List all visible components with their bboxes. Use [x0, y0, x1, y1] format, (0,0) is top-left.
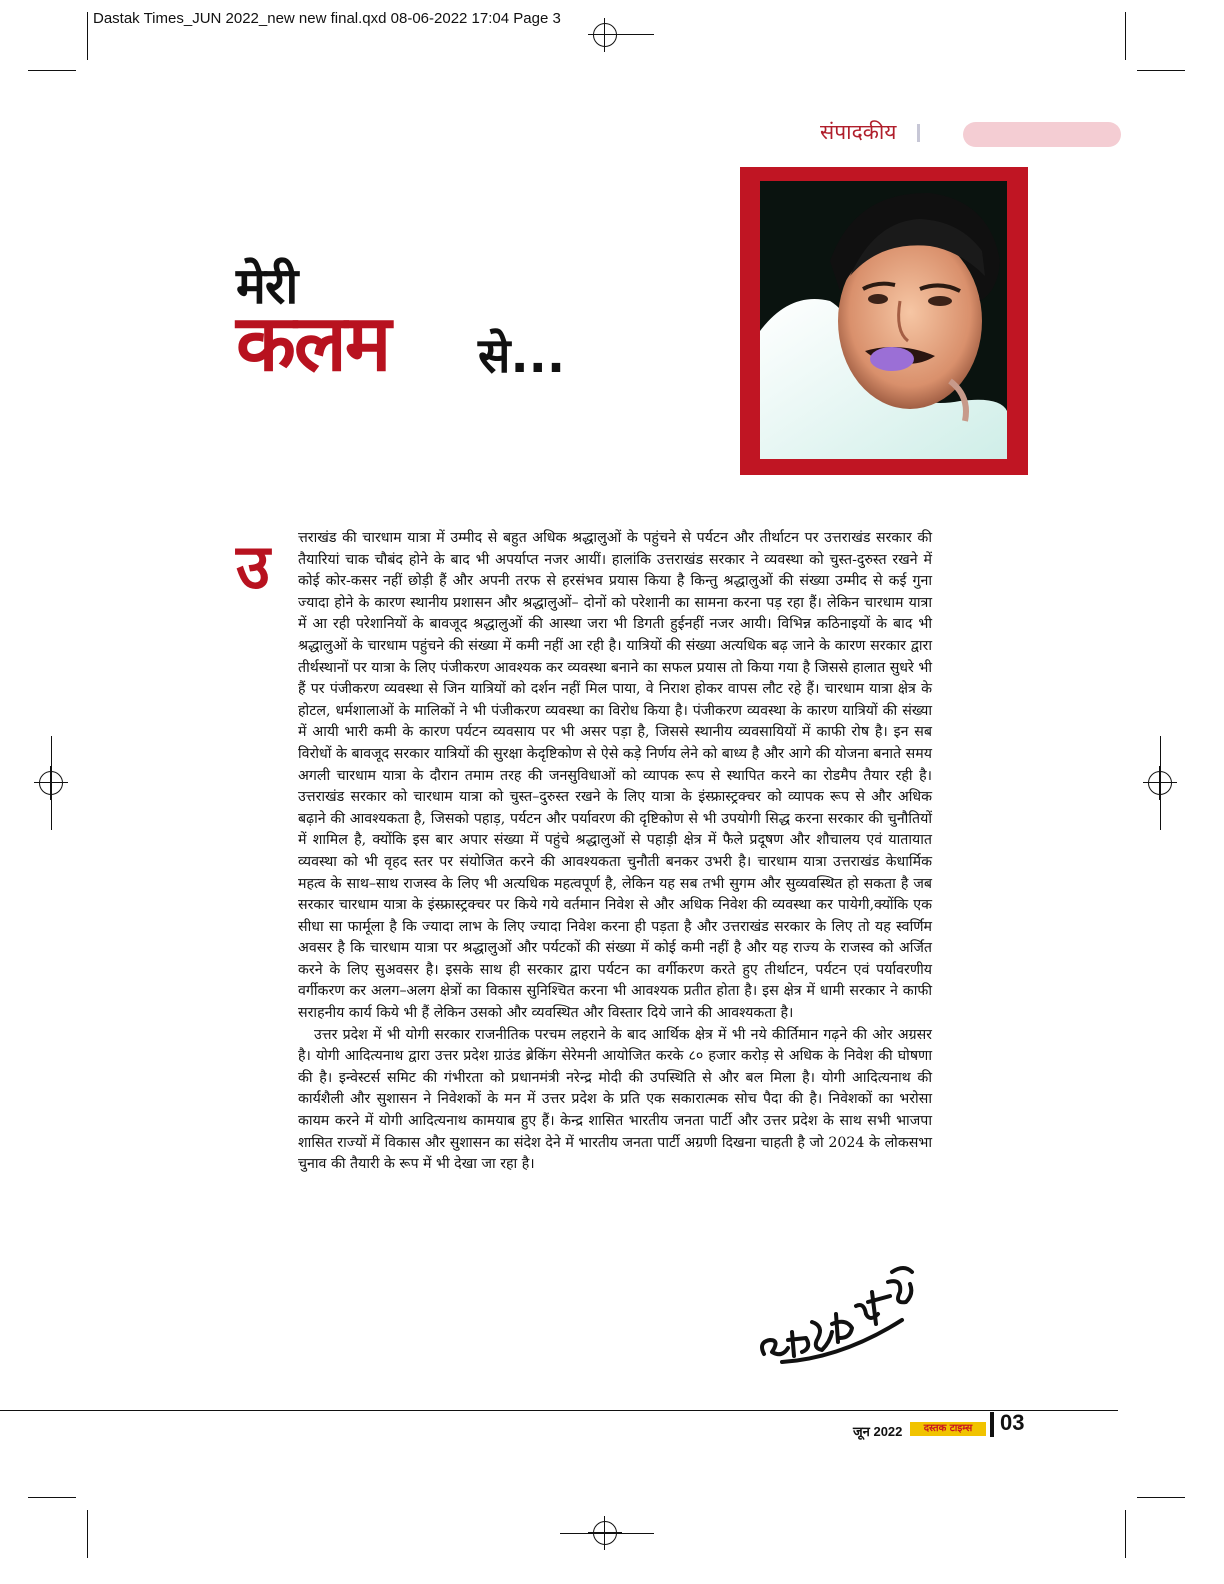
signature-icon [752, 1262, 922, 1372]
footer-date: जून 2022 [853, 1424, 903, 1439]
crop-mark [1137, 70, 1185, 71]
crop-mark [1125, 12, 1126, 60]
section-label: संपादकीय [820, 120, 897, 144]
registration-mark-icon [588, 18, 622, 52]
magazine-logo: दस्तक टाइम्स [910, 1422, 986, 1436]
crop-mark [1125, 1510, 1126, 1558]
title-line-2: कलम [236, 299, 390, 389]
crop-mark [28, 1497, 76, 1498]
article-paragraph: त्तराखंड की चारधाम यात्रा में उम्मीद से बहुत अधिक श्रद्धालुओं के पहुंचने से पर्यटन और तीर्थाटन पर उत्तराखंड सरकार की तैयारियां चाक चौबंद होने के बाद भी अपर्याप्त नजर आयीं। हालांकि उत्तराखंड सरकार ने व्यवस्था को चुस्त-दुरुस्त रखने में कोई कोर-कसर नहीं छोड़ी हैं और अपनी तरफ से हरसंभव प्रयास किया है किन्तु श्रद्धालुओं की संख्या उम्मीद से कई गुना ज्यादा होने के कारण स्थानीय प्रशासन और श्रद्धालुओं– दोनों को परेशानी का सामना करना पड़ रहा हैं। लेकिन चारधाम यात्रा में आ रही परेशानियों के बावजूद श्रद्धालुओं की आस्था जरा भी डिगती हुईनहीं नजर आयी। विभिन्न कठिनाइयों के बाद भी श्रद्धालुओं के चारधाम पहुंचने की संख्या में कमी नहीं आ रही है। यात्रियों की संख्या अत्यधिक बढ़ जाने के कारण सरकार द्वारा तीर्थस्थानों पर यात्रा के लिए पंजीकरण आवश्यक कर व्यवस्था बनाने का सफल प्रयास तो किया गया है जिससे हालात सुधरे भी हैं पर पंजीकरण व्यवस्था से जिन यात्रियों को दर्शन नहीं मिल पाया, वे निराश होकर वापस लौट रहे हैं। चारधाम यात्रा क्षेत्र के होटल, धर्मशालाओं के मालिकों ने भी पंजीकरण व्यवस्था का विरोध किया है। पंजीकरण व्यवस्था के कारण यात्रियों की संख्या में आयी भारी कमी के कारण पर्यटन व्यवसाय पर भी असर पड़ा है, जिससे स्थानीय व्यवसायियों में काफी रोष है। इन सब विरोधों के बावजूद सरकार यात्रियों की सुरक्षा केदृष्टिकोण से ऐसे कड़े निर्णय लेने को बाध्य है और आगे की योजना बनाते समय अगली चारधाम यात्रा के दौरान तमाम तरह की जनसुविधाओं को व्यापक रूप से स्थापित करने का रोडमैप तैयार रही है। उत्तराखंड सरकार को चारधाम यात्रा को चुस्त–दुरुस्त रखने के लिए यात्रा के इंस्फ्रास्ट्रक्चर को व्यापक रूप से और अधिक बढ़ाने की आवश्यकता है, जिसको पहाड़, पर्यटन और पर्यावरण की दृष्टिकोण से भी उपयोगी सिद्ध करना सरकार की चुनौतियों में शामिल है, क्योंकि इस बार अपार संख्या में पहुंचे श्रद्धालुओं से पहाड़ी क्षेत्र में फैले प्रदूषण और शौचालय एवं यातायात व्यवस्था को भी वृहद स्तर पर संयोजित करने की आवश्यकता चुनौती बनकर उभरी है। चारधाम यात्रा उत्तराखंड केधार्मिक महत्व के साथ–साथ राजस्व के लिए भी अत्यधिक महत्वपूर्ण है, लेकिन यह सब तभी सुगम और सुव्यवस्थित हो सकता है जब सरकार चारधाम यात्रा के इंस्फ्रास्ट्रक्चर पर किये गये वर्तमान निवेश से और अधिक निवेश की व्यवस्था कर पायेगी,क्योंकि एक सीधा सा फार्मूला है कि ज्यादा लाभ के लिए ज्यादा निवेश करना ही पड़ता है और उत्तराखंड सरकार के लिए तो यह स्वर्णिम अवसर है कि चारधाम यात्रा पर श्रद्धालुओं और पर्यटकों की संख्या में कोई कमी नहीं है और यह राज्य के राजस्व को अर्जित करने के लिए सुअवसर है। इसके साथ ही सरकार द्वारा पर्यटन का वर्गीकरण करते हुए तीर्थाटन, पर्यटन एवं पर्यावरणीय वर्गीकरण कर अलग–अलग क्षेत्रों का विकास सुनिश्चित करना भी आवश्यक प्रतीत होता है। इस क्षेत्र में धामी सरकार ने काफी सराहनीय कार्य किये भी हैं लेकिन उसको और व्यवस्थित और विस्तार दिये जाने की आवश्यकता है। [298, 530, 932, 1022]
article-body [298, 528, 932, 1176]
section-decoration [963, 122, 1121, 147]
crop-mark [87, 12, 88, 60]
page-number: 03 [1000, 1410, 1025, 1435]
crop-mark [1137, 1497, 1185, 1498]
article-paragraph: उत्तर प्रदेश में भी योगी सरकार राजनीतिक परचम लहराने के बाद आर्थिक क्षेत्र में भी नये कीर्तिमान गढ़ने की ओर अग्रसर है। योगी आदित्यनाथ द्वारा उत्तर प्रदेश ग्राउंड ब्रेकिंग सेरेमनी आयोजित करके ८० हजार करोड़ से अधिक के निवेश की घोषणा की है। इन्वेस्टर्स समिट की गंभीरता को प्रधानमंत्री नरेन्द्र मोदी की उपस्थिति से और बल मिला है। योगी आदित्यनाथ की कार्यशैली और सुशासन ने निवेशकों के मन में उत्तर प्रदेश के प्रति एक सकारात्मक सोच पैदा की है। निवेशकों का भरोसा कायम करने में योगी आदित्यनाथ कामयाब हुए हैं। केन्द्र शासित भारतीय जनता पार्टी और उत्तर प्रदेश के साथ सभी भाजपा शासित राज्यों में विकास और सुशासन का संदेश देने में भारतीय जनता पार्टी अग्रणी दिखना चाहती है जो 2024 के लोकसभा चुनाव की तैयारी के रूप में भी देखा जा रहा है। [298, 1026, 932, 1173]
crop-mark [51, 736, 52, 830]
section-divider [917, 124, 920, 142]
portrait-frame [740, 167, 1028, 475]
crop-mark [87, 1510, 88, 1558]
crop-mark [28, 70, 76, 71]
footer-divider [990, 1412, 994, 1437]
crop-mark [1160, 736, 1161, 830]
title-line-3: से... [478, 328, 566, 384]
crop-mark [560, 1533, 654, 1534]
portrait-illustration [760, 181, 1007, 459]
editor-portrait [760, 181, 1007, 459]
drop-cap: उ [236, 530, 270, 603]
slug-line: Dastak Times_JUN 2022_new new final.qxd 08-06-2022 17:04 Page 3 [93, 10, 561, 27]
footer-rule [0, 1410, 1118, 1411]
title-line-1: मेरी [236, 257, 298, 315]
